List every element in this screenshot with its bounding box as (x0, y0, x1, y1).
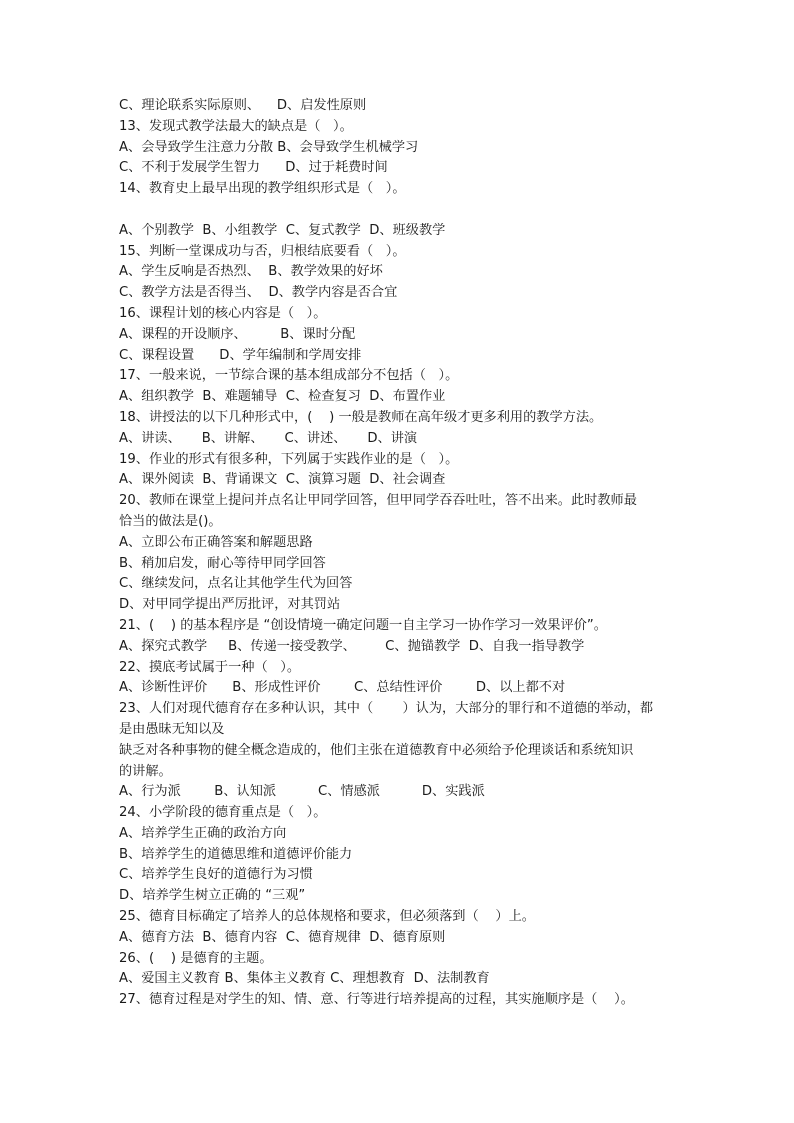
question-24-option-c: C、培养学生良好的道德行为习惯 (119, 867, 313, 883)
question-15: 15、判断一堂课成功与否，归根结底要看（ ）。 (119, 243, 406, 259)
question-24: 24、小学阶段的德育重点是（ ）。 (119, 805, 327, 821)
blank-line (119, 200, 689, 221)
question-23-options: A、行为派 B、认知派 C、情感派 D、实践派 (119, 784, 485, 800)
question-22: 22、摸底考试属于一种（ ）。 (119, 659, 301, 675)
question-14: 14、教育史上最早出现的教学组织形式是（ ）。 (119, 181, 406, 197)
question-24-option-b: B、培养学生的道德思维和道德评价能力 (119, 846, 353, 862)
question-25: 25、德育目标确定了培养人的总体规格和要求，但必须落到（ ）上。 (119, 909, 535, 925)
question-18: 18、讲授法的以下几种形式中，( ) 一般是教师在高年级才更多利用的教学方法。 (119, 409, 603, 425)
question-15-options-ab: A、学生反响是否热烈、 B、教学效果的好坏 (119, 264, 383, 280)
question-23-continued-3: 的讲解。 (119, 763, 172, 779)
question-20-option-d: D、对甲同学提出严厉批评，对其罚站 (119, 597, 341, 613)
question-25-options: A、德育方法 B、德育内容 C、德育规律 D、德育原则 (119, 929, 446, 945)
question-16-options-cd: C、课程设置 D、学年编制和学周安排 (119, 347, 362, 363)
question-17: 17、一般来说，一节综合课的基本组成部分不包括（ ）。 (119, 368, 459, 384)
question-18-options: A、讲读、 B、讲解、 C、讲述、 D、讲演 (119, 430, 418, 446)
question-27: 27、德育过程是对学生的知、情、意、行等进行培养提高的过程，其实施顺序是（ ）。 (119, 992, 634, 1008)
question-24-option-a: A、培养学生正确的政治方向 (119, 825, 287, 841)
question-text-body (119, 96, 689, 1011)
question-17-options: A、组织教学 B、难题辅导 C、检查复习 D、布置作业 (119, 389, 446, 405)
text-line: C、理论联系实际原则、 D、启发性原则 (119, 98, 367, 113)
question-21: 21、( ) 的基本程序是 “创设情境一确定问题一自主学习一协作学习一效果评价”。 (119, 617, 607, 633)
question-16: 16、课程计划的核心内容是（ ）。 (119, 305, 327, 321)
question-14-options: A、个别教学 B、小组教学 C、复式教学 D、班级教学 (119, 222, 446, 238)
question-23: 23、人们对现代德育存在多种认识，其中（ ）认为，大部分的罪行和不道德的举动，都 (119, 701, 654, 717)
question-19: 19、作业的形式有很多种，下列属于实践作业的是（ ）。 (119, 451, 459, 467)
question-22-options: A、诊断性评价 B、形成性评价 C、总结性评价 D、以上都不对 (119, 680, 566, 696)
question-20-option-c: C、继续发问，点名让其他学生代为回答 (119, 576, 353, 592)
question-26-options: A、爱国主义教育 B、集体主义教育 C、理想教育 D、法制教育 (119, 971, 490, 987)
question-20: 20、教师在课堂上提问并点名让甲同学回答，但甲同学吞吞吐吐，答不出来。此时教师最 (119, 493, 637, 509)
question-19-options: A、课外阅读 B、背诵课文 C、演算习题 D、社会调查 (119, 472, 446, 488)
question-16-options-ab: A、课程的开设顺序、 B、课时分配 (119, 326, 356, 342)
question-13-options-ab: A、会导致学生注意力分散 B、会导致学生机械学习 (119, 139, 419, 155)
question-24-option-d: D、培养学生树立正确的 “三观” (119, 888, 306, 904)
question-23-continued-1: 是由愚昧无知以及 (119, 721, 225, 737)
question-20-option-b: B、稍加启发，耐心等待甲同学回答 (119, 555, 326, 571)
question-23-continued-2: 缺乏对各种事物的健全概念造成的，他们主张在道德教育中必须给予伦理谈话和系统知识 (119, 742, 634, 758)
question-13-options-cd: C、不利于发展学生智力 D、过于耗费时间 (119, 160, 388, 176)
question-13: 13、发现式教学法最大的缺点是（ ）。 (119, 118, 353, 134)
question-21-options: A、探究式教学 B、传递一接受教学、 C、抛锚教学 D、自我一指导教学 (119, 638, 585, 654)
question-20-continued: 恰当的做法是()。 (119, 513, 222, 529)
question-20-option-a: A、立即公布正确答案和解题思路 (119, 534, 313, 550)
question-26: 26、( ) 是德育的主题。 (119, 950, 273, 966)
question-15-options-cd: C、教学方法是否得当、 D、教学内容是否合宜 (119, 285, 398, 301)
